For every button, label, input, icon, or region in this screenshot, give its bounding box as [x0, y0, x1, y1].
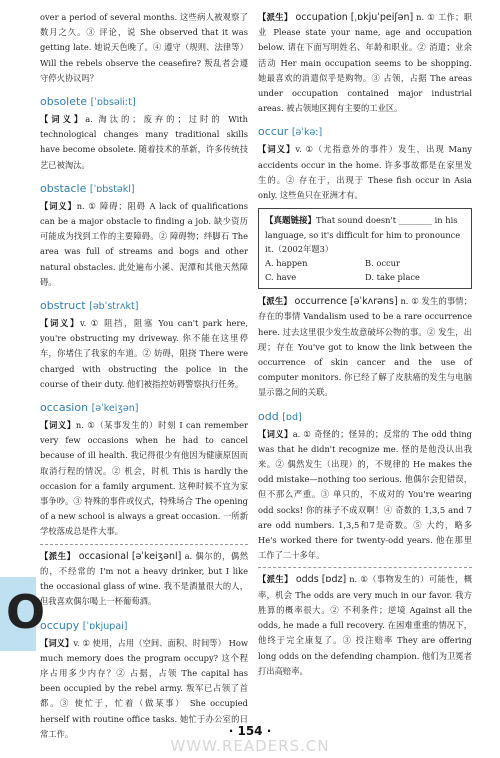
definition-occupy: 【词义】v. ① 使用，占用（空间、面积、时间等） How much memory does the program occupy? 这个程序占用多少内存？② 占据，占领 The capital has been occupied by the rebel army. 叛军已占领了首都。③ 使忙于，忙着（做某事） She occupied herself with routine office tasks. 她忙于办公室的日常工作。: [40, 637, 248, 739]
option-d: D. take place: [365, 272, 420, 283]
definition-obsolete: 【词义】a. 淘汰的；废弃的；过时的 With technological changes many traditional skills have become obsolete. 随着技术的革新，许多传统技艺已被淘汰。: [40, 114, 248, 170]
headword: obstacle: [40, 181, 87, 195]
option-b: B. occur: [365, 258, 400, 269]
sense-tag: 【词义】: [40, 200, 77, 211]
derivative-occupation: 【派生】 occupation [ˌɒkjuˈpeiʃən] n. ① 工作；职业 Please state your name, age and occupation below. 请在下面写明姓名、年龄和职业。② 消遣；业余活动 Her main occupation seems to be shopping. 她最喜欢的消遣似乎是购物。③ 占领，占据 The areas under occupation contained major industrial areas. 被占领地区拥有主要的工业区。: [258, 12, 472, 114]
derivative-tag: 【派生】: [258, 296, 292, 307]
derivative-odds: 【派生】 odds [ɒdz] n. ①（事物发生的）可能性，概率，机会 The odds are very much in our favor. 我方胜算的概率很大。② 不利条件；逆境 Against all the odds, he made a full recovery. 在困难重重的情况下，他终于完全康复了。③ 投注赔率 They are offering long odds on the defending champion. 他们为卫冕者打出高赔率。: [258, 574, 473, 676]
divider: [258, 567, 472, 568]
sense-tag: 【词义】: [40, 318, 80, 329]
definition-obstruct: 【词义】v. ① 阻挡，阻塞 You can't park here, you're obstructing my driveway. 你不能在这里停车，你堵住了我家的车道。② 妨碍，阻挠 There were charged with obstructing the police in the course of their duty. 他们被指控妨碍警察执行任务。: [40, 318, 248, 389]
option-c: C. have: [265, 272, 297, 283]
entry-head-obstruct: [40, 298, 248, 315]
phonetic: [əbˈstrʌkt]: [89, 301, 139, 313]
derivative-occasional: 【派生】 occasional [əˈkeiʒənl] a. 偶尔的，偶然的，不经常的 I'm not a heavy drinker, but I like the occasional glass of wine. 我不是酒量很大的人，但我喜欢偶尔喝上一杯葡萄酒。: [40, 550, 249, 607]
entry-head-obsolete: [40, 94, 248, 111]
derivative-occurrence: 【派生】 occurrence [əˈkʌrəns] n. ① 发生的事情；存在的事情 Vandalism used to be a rare occurrence here. 过去这里很少发生故意破坏公物的事。② 发生，出现；存在 You've got to know the link between the occurrence of skin cancer and the use of computer monitors. 你已经了解了皮肤癌的发生与电脑显示器之间的关联。: [258, 296, 473, 398]
headword: occasion: [40, 401, 89, 415]
phonetic: [ɒd]: [282, 411, 302, 423]
option-a: A. happen: [265, 258, 308, 269]
left-column: [40, 10, 248, 742]
sense-tag: 【词义】: [40, 420, 76, 431]
sense-tag: 【词义】: [40, 114, 86, 125]
sense-tag: 【词义】: [258, 428, 293, 439]
entry-head-obstacle: [40, 181, 248, 198]
phonetic: [ˈɒbsəliːt]: [90, 97, 136, 109]
phonetic: [ˈɒkjupai]: [82, 620, 128, 632]
derivative-word: odds: [295, 574, 319, 586]
exam-question: 【真题链接】That sound doesn't ________ in his language, so it's difficult for him to pronounce it.（2002年题3）: [265, 215, 461, 255]
derivative-word: occasional: [78, 550, 129, 562]
entry-head-occur: [258, 124, 472, 141]
phonetic: [əˈkeiʒən]: [91, 403, 139, 415]
phonetic: [əˈkəː]: [291, 127, 323, 139]
headword: obsolete: [40, 95, 88, 109]
entry-head-occupy: [40, 618, 248, 635]
phonetic: [ɒdz]: [321, 574, 347, 586]
headword: obstruct: [40, 299, 86, 313]
derivative-tag: 【派生】: [258, 574, 293, 585]
headword: odd: [258, 409, 279, 423]
phonetic: [əˈkʌrəns]: [349, 296, 398, 308]
derivative-tag: 【派生】: [258, 12, 293, 22]
derivative-tag: 【派生】: [40, 550, 76, 561]
divider: [40, 544, 248, 545]
exam-link-box: [258, 208, 472, 289]
derivative-word: occupation: [295, 12, 348, 23]
phonetic: [ˈɒbstəkl]: [89, 183, 135, 195]
phonetic: [əˈkeiʒənl]: [131, 550, 182, 562]
definition-odd: 【词义】a. ① 奇怪的；怪异的；反常的 The odd thing was that he didn't recognize me. 怪的是他没认出我来。② 偶然发生（出现）的，不规律的 He makes the odd mistake—nothing too serious. 他偶尔会犯错误，但不那么严重。③ 单只的，不成对的 You're wearing odd socks! 你的袜子不成双啊！④ 奇数的 1,3,5 and 7 are odd numbers. 1,3,5和7是奇数。⑤ 大约，略多 He's worked there for twenty-odd years. 他在那里工作了二十多年。: [258, 428, 472, 561]
right-column: [258, 10, 472, 679]
headword: occupy: [40, 618, 80, 632]
entry-head-occasion: [40, 400, 248, 417]
definition-occasion: 【词义】n. ①（某事发生的）时刻 I can remember very few occasions when he had to cancel because of ill health. 我记得很少有他因为健康原因而取消行程的情况。② 机会，时机 This is hardly the occasion for a family argument. 这种时候不宜为家事争吵。③ 特殊的事件或仪式，特殊场合 The opening of a new school is always a great occasion. 一所新学校落成总是件大事。: [40, 420, 248, 537]
entry-head-odd: [258, 409, 472, 426]
definition-occur: 【词义】v. ①（尤指意外的事件）发生，出现 Many accidents occur in the home. 许多事故都是在家里发生的。② 存在于，出现于 These fish occur in Asia only. 这些鱼只在亚洲才有。: [258, 144, 472, 201]
chapter-letter-tab: [0, 577, 46, 651]
chapter-letter: O: [6, 585, 46, 639]
answer-options: [265, 256, 465, 284]
definition-obstacle: 【词义】n. ① 障碍；阻碍 A lack of qualifications can be a major obstacle to finding a job. 缺少资历可能成为找到工作的主要障碍。② 障碍物；绊脚石 The area was full of streams and bogs and other natural obstacles. 此处遍布小溪、泥潭和其他天然障碍。: [40, 200, 248, 287]
derivative-word: occurrence: [294, 296, 348, 308]
page-number: · 154 ·: [228, 724, 272, 738]
phonetic: [ˌɒkjuˈpeiʃən]: [350, 12, 414, 23]
sense-tag: 【词义】: [40, 637, 74, 648]
observe-continuation: over a period of several months. 这些病人被观察了数月之久。③ 评论，说 She observed that it was getting late. 她说天色晚了。④ 遵守（规则、法律等） Will the rebels observe the ceasefire? 叛乱者会遵守停火协议吗？: [40, 12, 248, 83]
exam-tag: 【真题链接】: [265, 216, 317, 227]
sense-tag: 【词义】: [258, 144, 296, 155]
watermark: WWW.READERS.CN: [170, 737, 330, 755]
headword: occur: [258, 125, 289, 139]
